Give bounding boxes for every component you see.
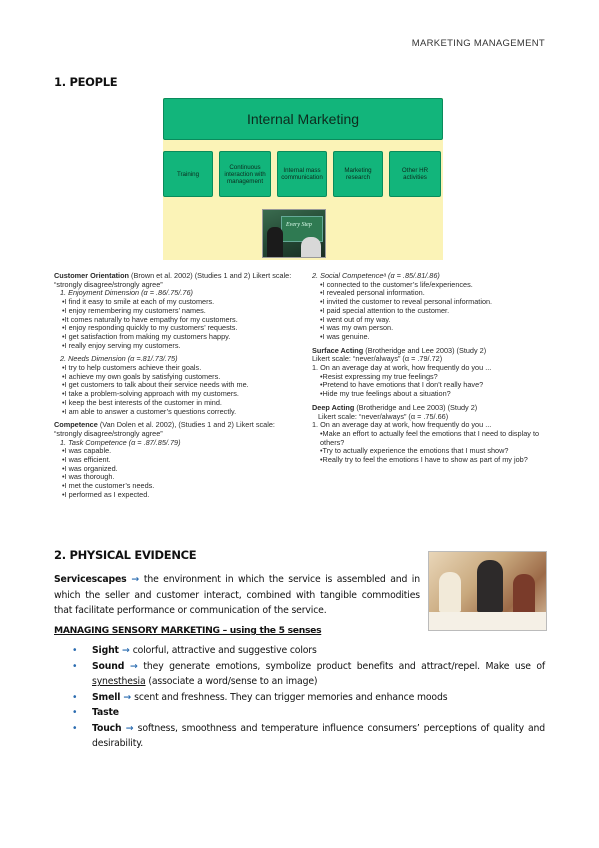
- task-item: •I met the customer’s needs.: [62, 481, 155, 491]
- social-item: •I went out of my way.: [320, 314, 391, 324]
- social-item: •I invited the customer to reveal personal information.: [320, 297, 493, 307]
- needs-item: •I try to help customers achieve their goals.: [62, 363, 202, 373]
- task-item: •I was efficient.: [62, 455, 111, 465]
- deep-scale: Likert scale: “never/always” (α = .75/.66): [318, 411, 449, 421]
- list-item: [54, 721, 545, 752]
- co-title: Customer Orientation: [54, 271, 130, 280]
- list-item: [54, 643, 545, 659]
- restaurant-photo: [428, 551, 547, 631]
- sense-term: Taste: [92, 707, 119, 718]
- list-item: [54, 659, 545, 690]
- deep-source: (Brotheridge and Lee 2003) (Study 2): [354, 402, 478, 412]
- co-source: (Brown et al. 2002) (Studies 1 and 2) Likert scale: “strongly disagree/strongly agree”: [54, 271, 292, 289]
- needs-item: •I get customers to talk about their service needs with me.: [62, 380, 249, 390]
- needs-item: •I am able to answer a customer’s questions correctly.: [62, 406, 237, 416]
- diagram-box-communication: Internal mass communication: [277, 151, 327, 197]
- deep-question: 1. On an average day at work, how frequently do you ...: [312, 420, 492, 430]
- list-item: [54, 690, 545, 706]
- surface-scale: Likert scale: “never/always” (α = .79/.72): [312, 354, 443, 364]
- enjoy-title: 1. Enjoyment Dimension (α = .86/.75/.76): [60, 288, 193, 298]
- sense-text: they generate emotions, symbolize product benefits and attract/repel. Make use of: [143, 660, 545, 672]
- servicescapes-definition: the environment in which the service is assembled and in which the seller and customer interact, combined with tangible commodities that facilitate performance or communication of the service.: [54, 574, 420, 616]
- arrow-icon: →: [124, 660, 144, 672]
- synesthesia-term: synesthesia: [92, 676, 146, 687]
- sense-text-tail: (associate a word/sense to an image): [145, 676, 318, 687]
- enjoy-item: •I enjoy remembering my customers’ names.: [62, 305, 206, 315]
- comp-title: Competence: [54, 420, 98, 430]
- task-title: 1. Task Competence (α = .87/.85/.79): [60, 437, 181, 447]
- social-title: 2. Social Competenceᵃ (α = .85/.81/.86): [312, 271, 440, 280]
- needs-item: •I keep the best interests of the customer in mind.: [62, 397, 222, 407]
- arrow-icon: →: [118, 645, 133, 656]
- arrow-icon: →: [121, 722, 138, 734]
- sense-term: Sound: [92, 660, 125, 672]
- surface-item: •Hide my true feelings about a situation?: [320, 389, 451, 399]
- social-item: •I was my own person.: [320, 323, 394, 333]
- surface-item: •Pretend to have emotions that I don’t really have?: [320, 380, 484, 390]
- enjoy-item: •I enjoy responding quickly to my customers’ requests.: [62, 323, 238, 333]
- diagram-top-box: Internal Marketing: [163, 98, 443, 140]
- senses-list: [54, 643, 545, 752]
- task-item: •I was thorough.: [62, 472, 115, 482]
- internal-marketing-diagram: [163, 98, 443, 260]
- enjoy-item: •It comes naturally to have empathy for my customers.: [62, 314, 238, 324]
- surface-item: •Resist expressing my true feelings?: [320, 371, 438, 381]
- servicescapes-paragraph: [54, 572, 420, 619]
- sense-text: scent and freshness. They can trigger memories and enhance moods: [134, 691, 448, 703]
- enjoy-item: •I get satisfaction from making my customers happy.: [62, 331, 231, 341]
- needs-title: 2. Needs Dimension (α =.81/.73/.75): [60, 354, 178, 364]
- arrow-icon: →: [126, 574, 144, 585]
- sense-term: Touch: [92, 722, 122, 734]
- task-item: •I performed as I expected.: [62, 489, 150, 499]
- surface-question: 1. On an average day at work, how frequently do you ...: [312, 363, 492, 373]
- scales-right-column: [312, 272, 548, 465]
- diagram-box-research: Marketing research: [333, 151, 383, 197]
- enjoy-item: •I really enjoy serving my customers.: [62, 340, 181, 350]
- sensory-marketing-heading: MANAGING SENSORY MARKETING – using the 5 senses: [54, 625, 322, 636]
- social-item: •I connected to the customer’s life/experiences.: [320, 279, 473, 289]
- sense-text: colorful, attractive and suggestive colors: [132, 645, 317, 656]
- surface-source: (Brotheridge and Lee 2003) (Study 2): [363, 345, 487, 355]
- social-item: •I paid special attention to the customer.: [320, 305, 450, 315]
- arrow-icon: →: [120, 691, 135, 703]
- section-title-physical-evidence: 2. PHYSICAL EVIDENCE: [54, 548, 197, 562]
- surface-title: Surface Acting: [312, 345, 364, 355]
- section-title-people: 1. PEOPLE: [54, 75, 118, 89]
- diagram-box-training: Training: [163, 151, 213, 197]
- servicescapes-term: Servicescapes: [54, 574, 127, 585]
- deep-item: •Really try to feel the emotions I have to show as part of my job?: [320, 455, 528, 465]
- sense-text: softness, smoothness and temperature influence consumers’ perceptions of quality and desirability.: [92, 722, 545, 749]
- training-photo: [262, 209, 326, 258]
- sense-term: Sight: [92, 645, 119, 656]
- list-item: [54, 705, 545, 721]
- deep-title: Deep Acting: [312, 402, 355, 412]
- social-item: •I was genuine.: [320, 331, 370, 341]
- needs-item: •I achieve my own goals by satisfying customers.: [62, 371, 221, 381]
- diagram-box-interaction: Continuous interaction with management: [219, 151, 271, 197]
- deep-item: •Make an effort to actually feel the emotions that I need to display to others?: [320, 428, 540, 447]
- photo-board-text: Every Step: [286, 222, 312, 228]
- task-item: •I was organized.: [62, 463, 118, 473]
- sense-term: Smell: [92, 691, 121, 703]
- needs-item: •I take a problem-solving approach with my customers.: [62, 389, 239, 399]
- comp-source: (Van Dolen et al. 2002), (Studies 1 and 2) Likert scale: “strongly disagree/strongly agree”: [54, 420, 275, 438]
- diagram-box-hr: Other HR activities: [389, 151, 441, 197]
- deep-item: •Try to actually experience the emotions that I must show?: [320, 446, 509, 456]
- enjoy-item: •I find it easy to smile at each of my customers.: [62, 297, 215, 307]
- social-item: •I revealed personal information.: [320, 288, 425, 298]
- scales-left-column: [54, 272, 294, 500]
- running-header: MARKETING MANAGEMENT: [411, 38, 545, 49]
- task-item: •I was capable.: [62, 446, 112, 456]
